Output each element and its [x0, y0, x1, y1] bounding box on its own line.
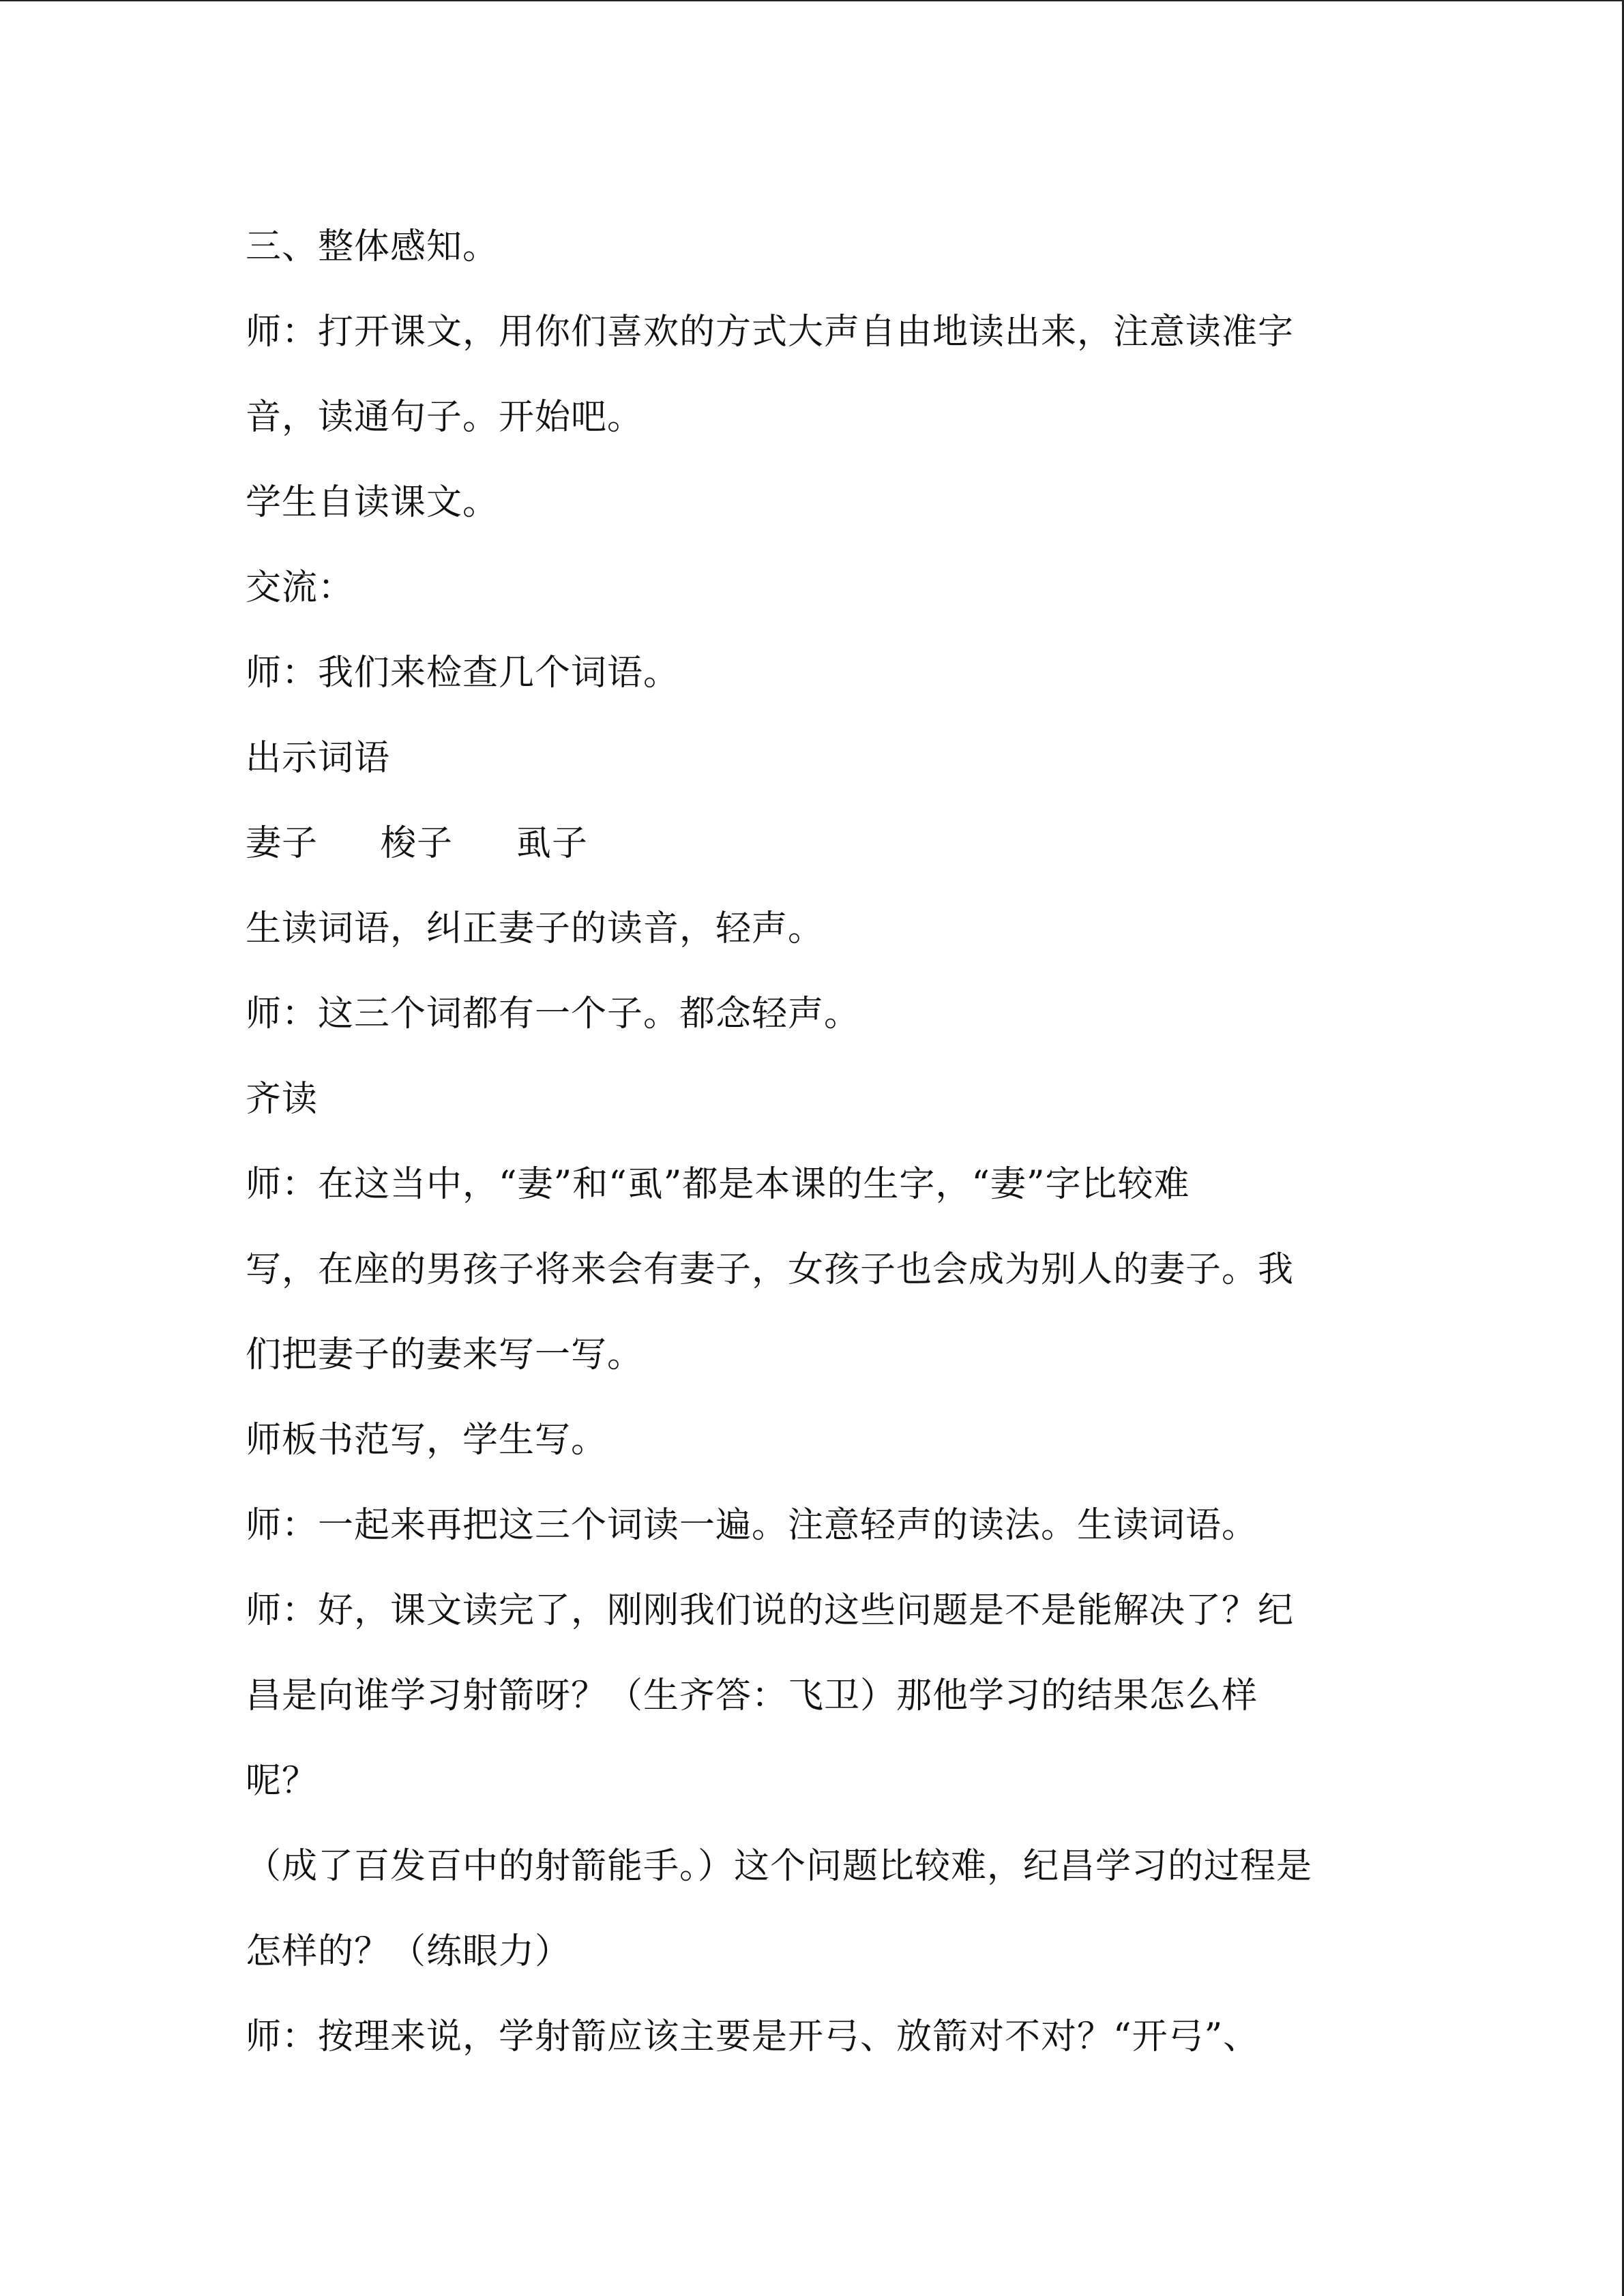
paragraph-line: 们把妻子的妻来写一写。	[246, 1335, 644, 1375]
paragraph-line: 齐读	[246, 1079, 319, 1120]
vocabulary-word: 虱子	[516, 823, 589, 864]
vocabulary-list	[246, 801, 1391, 886]
paragraph-line: 写，在座的男孩子将来会有妻子，女孩子也会成为别人的妻子。我	[246, 1249, 1295, 1290]
section-heading: 三、整体感知。	[246, 226, 499, 267]
document-body	[246, 205, 1391, 2080]
page-border-top	[0, 0, 1624, 1]
paragraph-line: 师：打开课文，用你们喜欢的方式大声自由地读出来，注意读准字	[246, 312, 1295, 353]
paragraph-line: 学生自读课文。	[246, 482, 499, 523]
paragraph-line: 师：这三个词都有一个子。都念轻声。	[246, 994, 861, 1034]
paragraph-line: 生读词语，纠正妻子的读音，轻声。	[246, 908, 825, 949]
paragraph-line: 呢？	[246, 1761, 319, 1802]
paragraph-line: 出示词语	[246, 738, 391, 779]
vocabulary-word: 梭子	[381, 823, 454, 864]
paragraph-line: 师板书范写，学生写。	[246, 1420, 608, 1461]
paragraph-line: 师：一起来再把这三个词读一遍。注意轻声的读法。生读词语。	[246, 1505, 1258, 1546]
paragraph-line: （成了百发百中的射箭能手。）这个问题比较难，纪昌学习的过程是	[246, 1846, 1313, 1887]
paragraph-line: 师：我们来检查几个词语。	[246, 653, 680, 694]
paragraph-line: 师：按理来说，学射箭应该主要是开弓、放箭对不对？“开弓”、	[246, 2016, 1260, 2057]
paragraph-line: 昌是向谁学习射箭呀？（生齐答：飞卫）那他学习的结果怎么样	[246, 1675, 1258, 1716]
paragraph-line: 师：在这当中，“妻”和“虱”都是本课的生字，“妻”字比较难	[246, 1164, 1190, 1205]
vocabulary-word: 妻子	[246, 823, 319, 864]
paragraph-line: 师：好，课文读完了，刚刚我们说的这些问题是不是能解决了？纪	[246, 1590, 1295, 1631]
paragraph-line: 怎样的？（练眼力）	[246, 1931, 572, 1972]
paragraph-line: 交流：	[246, 567, 355, 608]
paragraph-line: 音，读通句子。开始吧。	[246, 397, 644, 438]
